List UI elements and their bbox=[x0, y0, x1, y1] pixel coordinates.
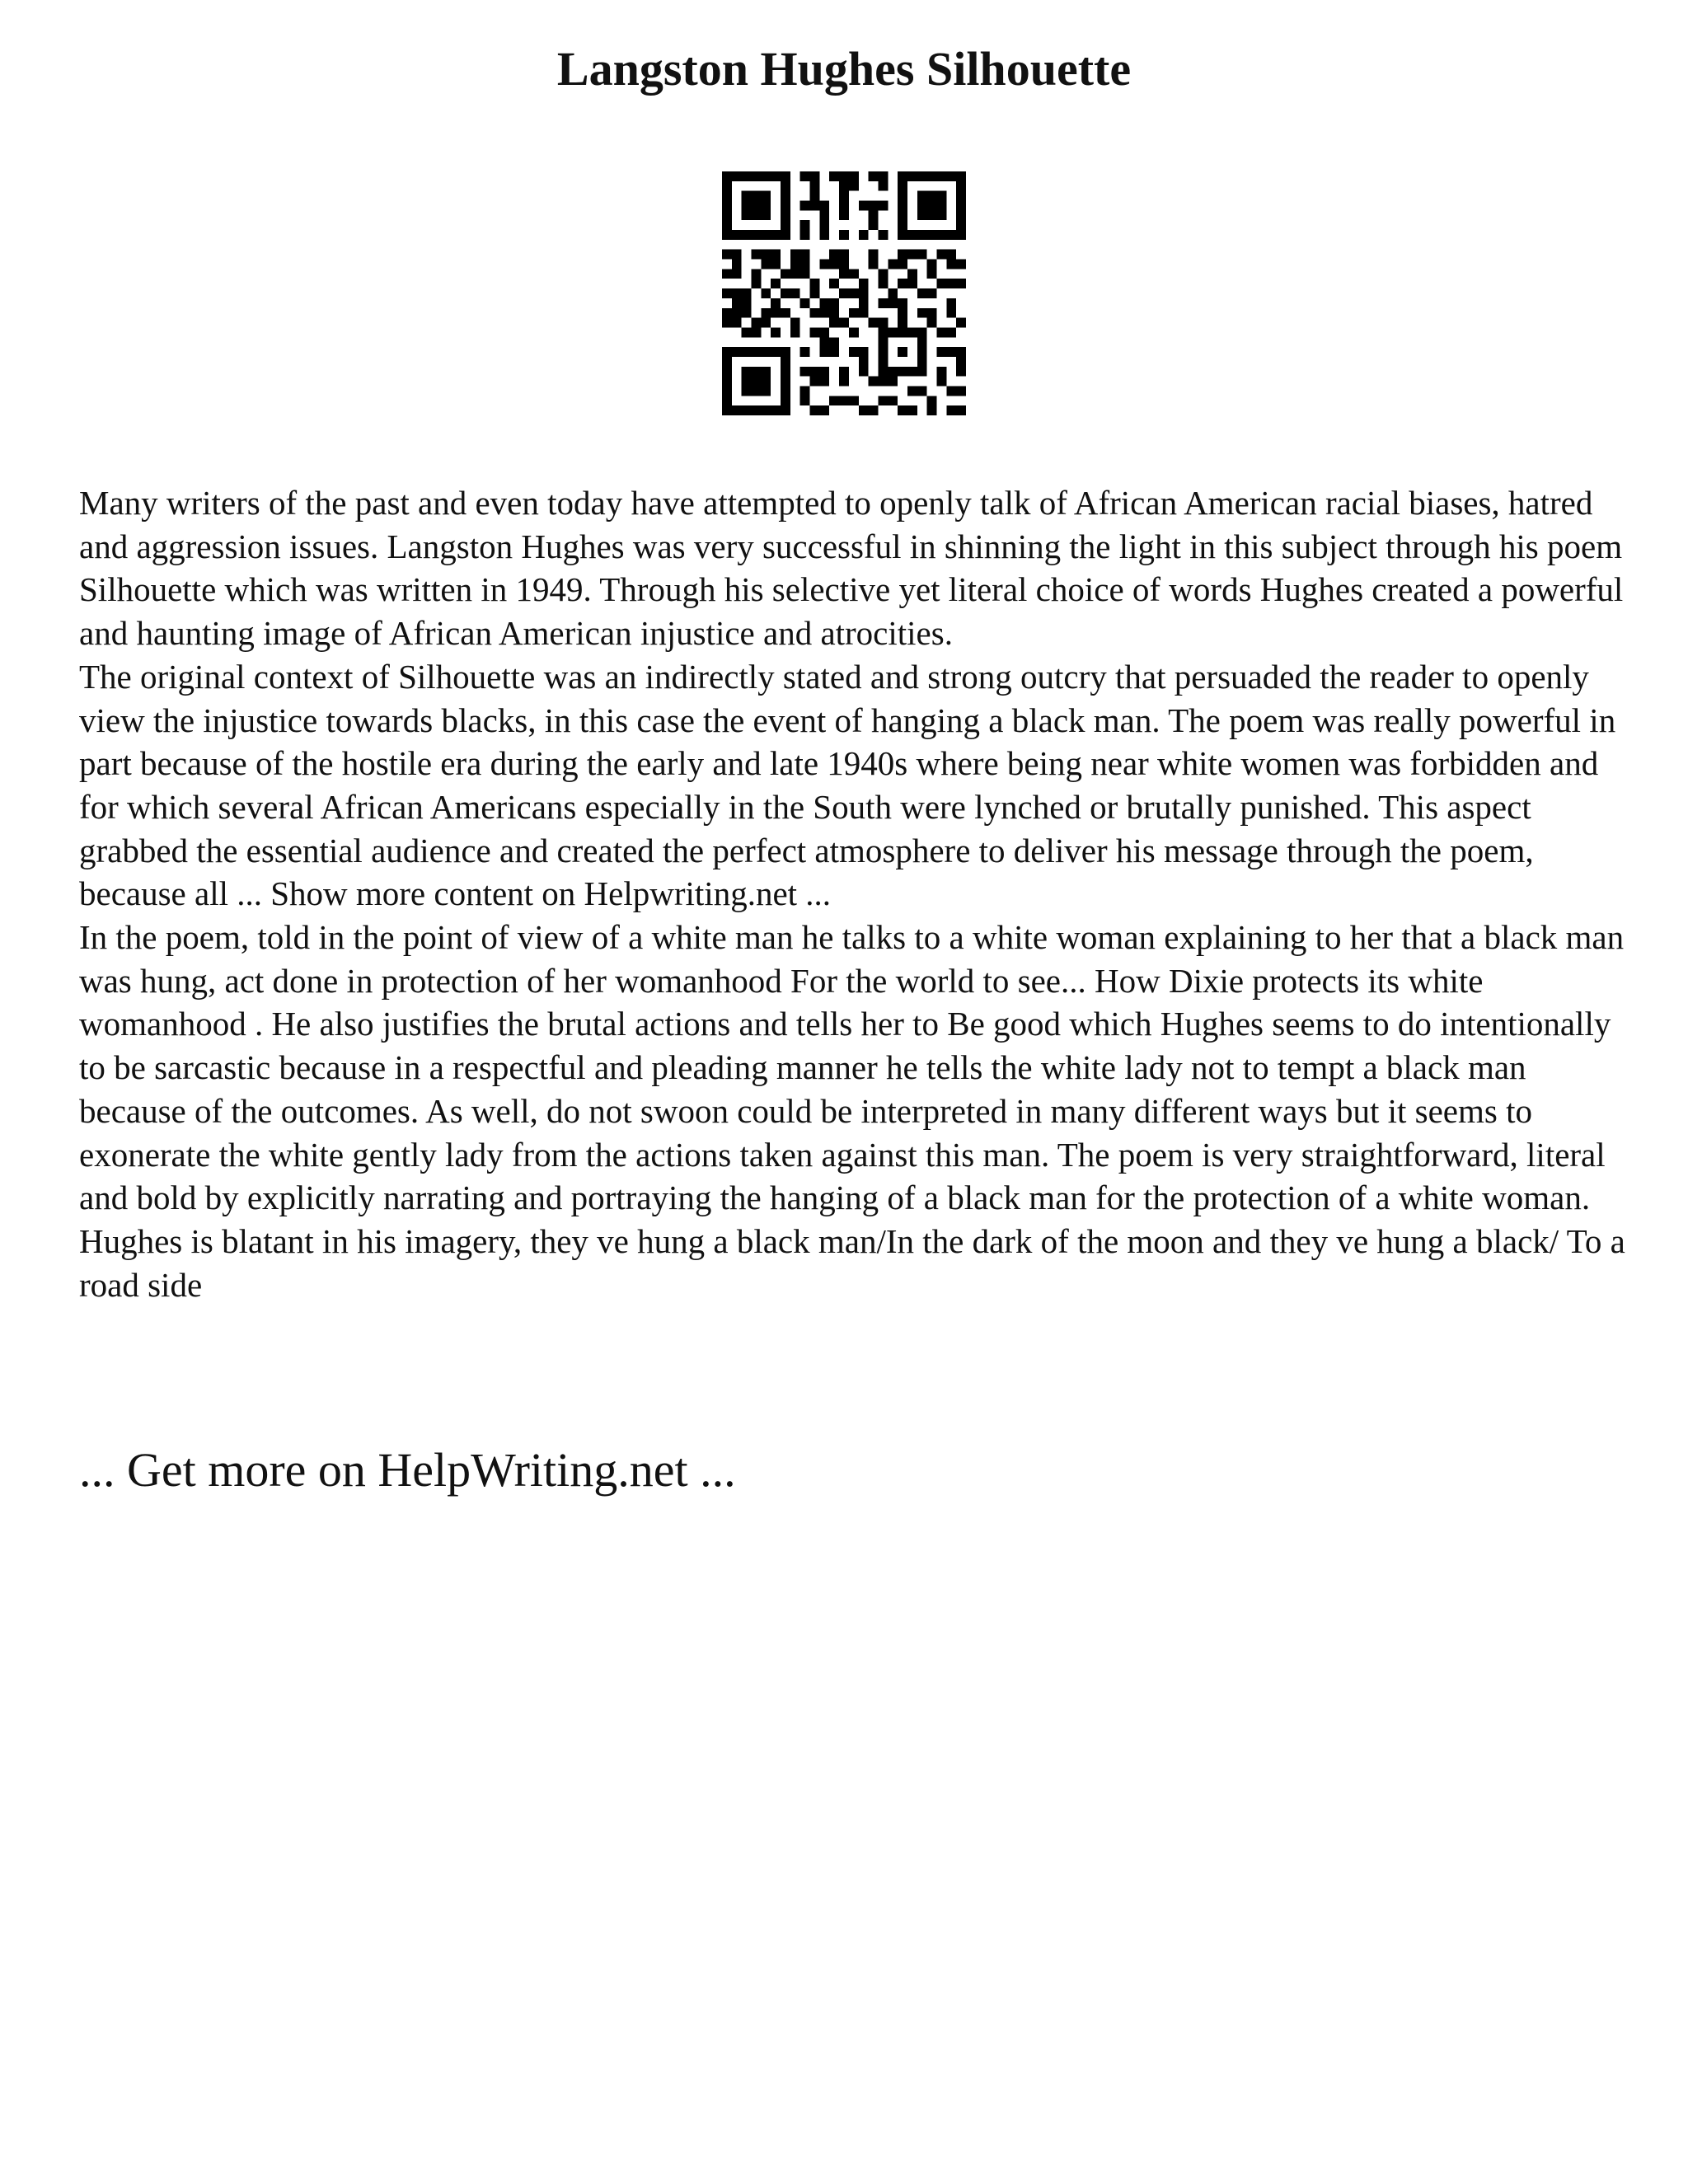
page-title: Langston Hughes Silhouette bbox=[556, 42, 1132, 96]
get-more-link[interactable]: ... Get more on HelpWriting.net ... bbox=[79, 1443, 736, 1497]
qr-code-graphic bbox=[722, 171, 966, 415]
paragraph: The original context of Silhouette was an indirectly stated and strong outcry that persuaded the reader to openly view the injustice towards blacks, in this case the event of hanging a black man. The poem was really powerful in part because of the hostile era during the early and late 1940s where being near white women was forbidden and for which several African Americans especially in the South were lynched or brutally punished. This aspect grabbed the essential audience and created the perfect atmosphere to deliver his message through the poem, because all ... Show more content on Helpwriting.net ... bbox=[79, 657, 1616, 913]
paragraph: Many writers of the past and even today have attempted to openly talk of African American racial biases, hatred and aggression issues. Langston Hughes was very successful in shinning the light in this subject through his poem Silhouette which was written in 1949. Through his selective yet literal choice of words Hughes created a powerful and haunting image of African American injustice and atrocities. bbox=[79, 484, 1624, 653]
paragraph: In the poem, told in the point of view of a white man he talks to a white woman explaining to her that a black man was hung, act done in protection of her womanhood For the world to see... How Dixie protects its white womanhood . He also justifies the brutal actions and tells her to Be good which Hughes seems to do intentionally to be sarcastic because in a respectful and pleading manner he tells the white lady not to tempt a black man because of the outcomes. As well, do not swoon could be interpreted in many different ways but it seems to exonerate the white gently lady from the actions taken against this man. The poem is very straightforward, literal and bold by explicitly narrating and portraying the hanging of a black man for the protection of a white woman. Hughes is blatant in his imagery, they ve hung a black man/In the dark of the moon and they ve hung a black/ To a road side bbox=[79, 918, 1625, 1304]
article-body bbox=[79, 481, 1629, 1306]
qr-code-icon bbox=[722, 171, 966, 415]
